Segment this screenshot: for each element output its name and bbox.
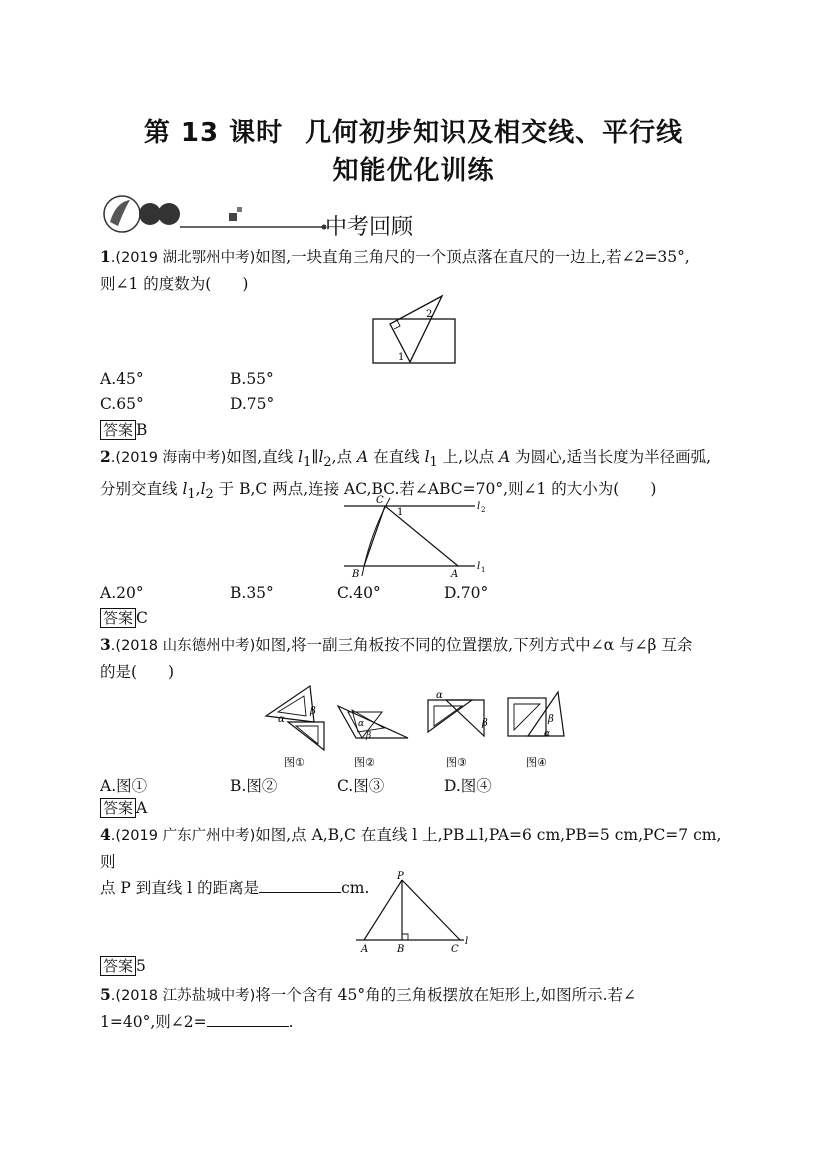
q1-answer — [100, 420, 147, 440]
label-p: P — [397, 871, 404, 882]
q1-answer-value: B — [136, 421, 148, 439]
fig4-alpha: α — [544, 729, 551, 739]
q4-answer-value: 5 — [136, 957, 146, 975]
q2-l1-b: l — [424, 448, 430, 466]
q2-text-g: 于 B,C 两点,连接 AC,BC.若∠ABC=70°,则∠1 的大小为( ) — [213, 480, 657, 499]
fig3-alpha: α — [436, 690, 443, 701]
page-title — [0, 112, 827, 149]
caption-2: 图② — [354, 756, 375, 769]
dot-icon-1 — [139, 203, 161, 225]
q1-option-d[interactable]: D.75° — [230, 395, 275, 413]
q1-stem-line1: 如图,一块直角三角尺的一个顶点落在直尺的一边上,若∠2=35°, — [255, 248, 690, 266]
caption-3: 图③ — [446, 756, 467, 769]
q3-figure-1 — [266, 686, 324, 769]
lesson-topic: 几何初步知识及相交线、平行线 — [305, 118, 684, 148]
q3-stem-line2: 的是( ) — [100, 663, 175, 681]
q2-l2-sub: 2 — [323, 455, 332, 471]
segment-pa — [364, 880, 402, 940]
lesson-number: 第 13 课时 — [143, 118, 284, 148]
q2-number: 2 — [100, 447, 111, 466]
q5-stem-line1: 将一个含有 45°角的三角板摆放在矩形上,如图所示.若∠ — [255, 986, 636, 1004]
q5-answer-blank[interactable] — [207, 1012, 289, 1027]
label-l: l — [465, 936, 469, 947]
q2-l1-c: l — [182, 480, 188, 499]
q3-source: .(2018 山东德州中考) — [110, 638, 256, 654]
q2-answer-value: C — [136, 609, 148, 627]
fig1-alpha: α — [278, 714, 285, 725]
answer-label: 答案 — [100, 956, 136, 976]
q3-figure-3 — [428, 690, 488, 769]
q3-option-b[interactable]: B.图② — [230, 777, 278, 795]
label-l1: l — [477, 561, 481, 572]
q5-number: 5 — [100, 985, 111, 1004]
q2-option-a[interactable]: A.20° — [100, 584, 144, 602]
q1-number: 1 — [100, 247, 111, 266]
q4-stem-line2: 点 P 到直线 l 的距离是 — [100, 879, 260, 897]
angle-2-label: 2 — [426, 309, 433, 320]
q2-l1-sub-c: 1 — [187, 487, 196, 503]
q4-unit: cm. — [341, 879, 370, 897]
question-5 — [100, 982, 730, 1035]
angle-1-label: 1 — [398, 352, 405, 363]
segment-pc — [402, 880, 460, 940]
q1-option-b[interactable]: B.55° — [230, 370, 274, 388]
fig2-alpha: α — [358, 719, 365, 729]
q3-figure-2 — [338, 706, 408, 769]
q2-point-a: A — [357, 448, 369, 466]
question-1 — [100, 244, 730, 297]
q2-l2: l — [318, 448, 324, 466]
answer-label: 答案 — [100, 608, 136, 628]
q2-option-d[interactable]: D.70° — [444, 584, 489, 602]
fig4-beta: β — [548, 714, 554, 725]
label-b: B — [352, 569, 360, 580]
q2-text-c: 在直线 — [368, 448, 425, 466]
label-a: A — [361, 944, 369, 954]
label-l2-sub: 2 — [481, 506, 486, 514]
q4-source: .(2019 广东广州中考) — [110, 828, 256, 844]
q2-l1: l — [298, 448, 304, 466]
fig2-beta: β — [366, 731, 372, 741]
q4-number: 4 — [100, 825, 111, 844]
question-3 — [100, 632, 730, 685]
q4-answer-blank[interactable] — [259, 878, 341, 893]
q4-stem-line1: 如图,点 A,B,C 在直线 l 上,PB⊥l,PA=6 cm,PB=5 cm,PC=7 cm,则 — [100, 826, 722, 871]
q2-l2-sub-b: 2 — [205, 487, 214, 503]
q2-option-c[interactable]: C.40° — [337, 584, 381, 602]
segment-ac — [385, 506, 458, 566]
label-angle-1: 1 — [397, 507, 404, 518]
q3-figure-4 — [508, 692, 564, 769]
label-l1-sub: 1 — [481, 566, 486, 574]
section-label: 中考回顾 — [325, 215, 414, 240]
q5-source: .(2018 江苏盐城中考) — [110, 988, 256, 1004]
q5-stem-line2: 1=40°,则∠2= — [100, 1013, 207, 1031]
q3-figures — [258, 684, 568, 776]
label-c: C — [376, 495, 384, 506]
q3-option-d[interactable]: D.图④ — [444, 777, 492, 795]
answer-label: 答案 — [100, 420, 136, 440]
square-icon-1 — [229, 213, 237, 221]
caption-1: 图① — [284, 756, 305, 769]
q2-option-b[interactable]: B.35° — [230, 584, 274, 602]
q4-answer — [100, 956, 146, 976]
q2-parallel: ∥ — [311, 448, 319, 466]
dot-icon-2 — [158, 203, 180, 225]
section-header — [100, 192, 460, 240]
q2-text-e: 为圆心,适当长度为半径画弧, — [510, 448, 712, 466]
caption-4: 图④ — [526, 756, 547, 769]
q3-answer-value: A — [136, 799, 148, 817]
label-b: B — [397, 944, 405, 954]
q1-source: .(2019 湖北鄂州中考) — [110, 250, 256, 266]
fig3-beta: β — [482, 718, 488, 729]
q2-source: .(2019 海南中考) — [110, 450, 227, 466]
q2-l1-sub-b: 1 — [429, 455, 438, 471]
section-decoration — [100, 192, 330, 236]
label-a: A — [451, 569, 459, 580]
page-subtitle: 知能优化训练 — [332, 156, 495, 186]
q1-option-c[interactable]: C.65° — [100, 395, 144, 413]
q3-answer — [100, 798, 147, 818]
q3-stem-line1: 如图,将一副三角板按不同的位置摆放,下列方式中∠α 与∠β 互余 — [255, 636, 693, 654]
q2-figure — [340, 494, 500, 584]
question-2: 2.(2019 海南中考)如图,直线 $l_1\parallel l_2$,点 A 在直线 $l_1$ 上,以点 A 为圆心,适当长度为半径画弧, 分别交直线 $l_1,l_2$ 于 B,C 两点,连接 AC,BC.若∠ABC=70°,则∠1 的大小为( ) — [100, 447, 712, 503]
q2-l2-b: l — [200, 480, 206, 499]
q5-end: . — [288, 1013, 294, 1031]
arc — [362, 498, 390, 576]
q2-text-b: ,点 — [331, 448, 357, 466]
q2-text-f: 分别交直线 — [100, 480, 183, 499]
q4-figure — [354, 870, 478, 958]
fig1-beta: β — [310, 706, 316, 717]
q1-option-a[interactable]: A.45° — [100, 370, 144, 388]
q3-option-a[interactable]: A.图① — [100, 777, 148, 795]
q1-figure — [370, 294, 460, 372]
q2-text-d: 上,以点 — [437, 448, 500, 466]
q2-l1-sub: 1 — [303, 455, 312, 471]
square-icon-2 — [237, 207, 242, 212]
answer-label: 答案 — [100, 798, 136, 818]
label-c: C — [451, 944, 459, 954]
perpendicular-mark — [402, 934, 408, 940]
q2-answer — [100, 608, 148, 628]
q2-text-a: 如图,直线 — [226, 448, 299, 466]
label-l2: l — [477, 501, 481, 512]
ruler-rect — [373, 319, 455, 363]
q2-point-a-b: A — [499, 448, 511, 466]
q1-stem-line2: 则∠1 的度数为( ) — [100, 275, 249, 293]
q3-number: 3 — [100, 635, 111, 654]
q3-option-c[interactable]: C.图③ — [337, 777, 385, 795]
